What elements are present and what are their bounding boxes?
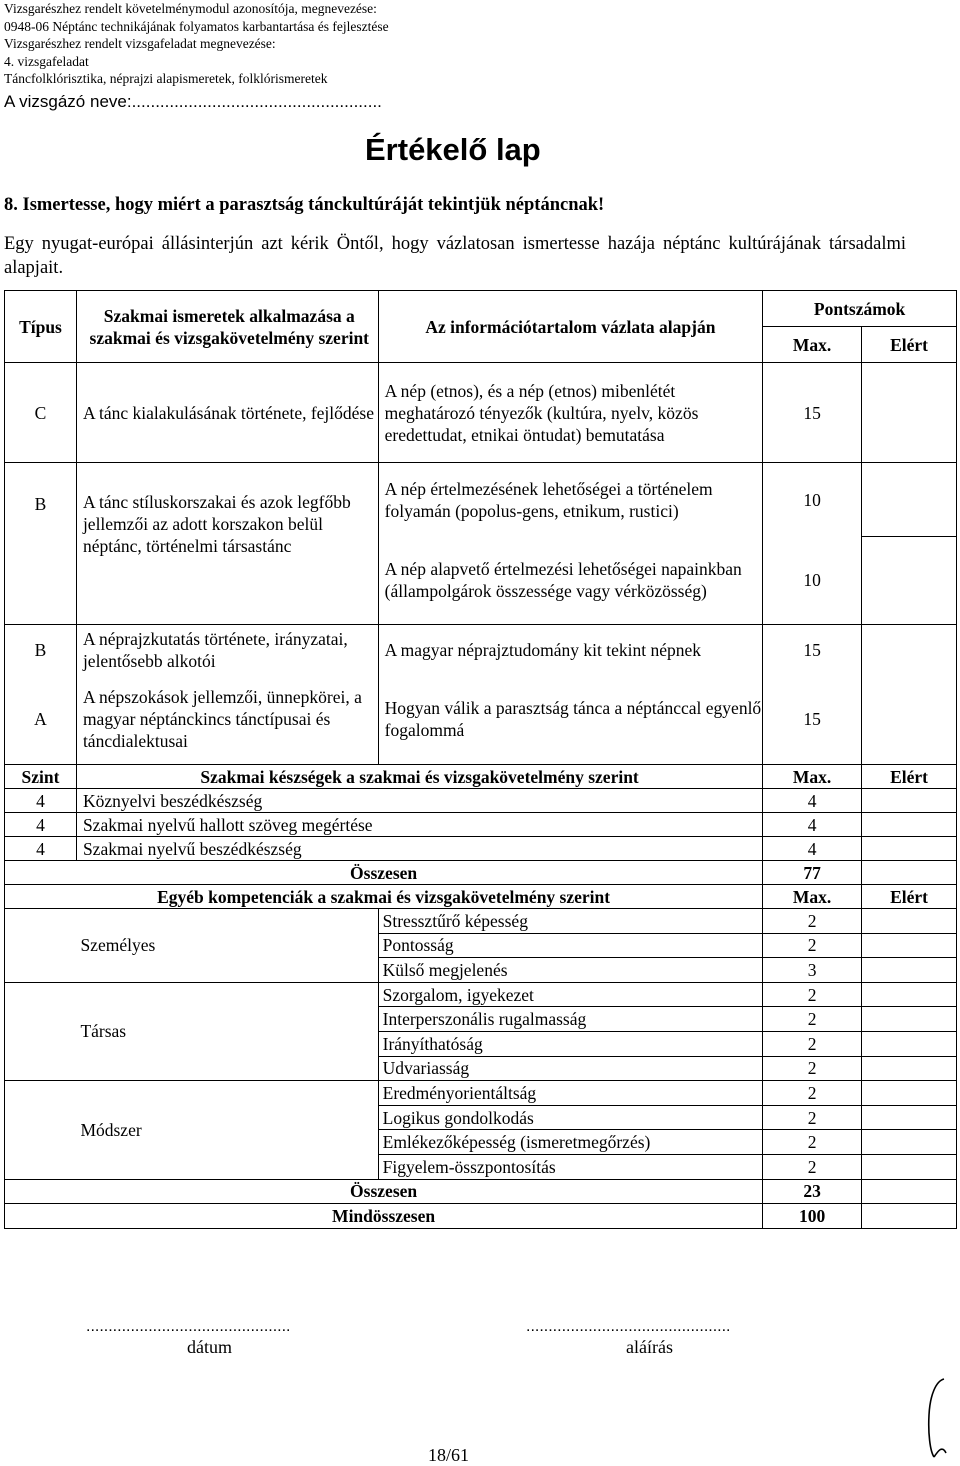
max-cell: 2	[763, 909, 862, 934]
competency-name: Udvariasság	[378, 1056, 763, 1081]
max-cell: 2	[763, 1130, 862, 1155]
col-header-info: Az információtartalom vázlata alapján	[378, 291, 763, 363]
skill-cell: A tánc stíluskorszakai és azok legfőbb jellemzői az adott korszakon belül néptánc, történelmi társastánc	[76, 463, 378, 625]
max-cell: 4	[763, 837, 862, 861]
elert-cell[interactable]	[862, 1179, 957, 1204]
candidate-name: A vizsgázó neve:.....................................................	[4, 92, 382, 111]
competency-name: Emlékezőképesség (ismeretmegőrzés)	[378, 1130, 763, 1155]
skill-name: Köznyelvi beszédkészség	[76, 789, 762, 813]
task-title: 8. Ismertesse, hogy miért a parasztság tánckultúráját tekintjük néptáncnak!	[4, 195, 605, 215]
elert-cell[interactable]	[862, 675, 957, 765]
max-cell: 15	[763, 675, 862, 765]
col-header-pontszamok: Pontszámok	[763, 291, 957, 327]
szint-cell: 4	[5, 813, 77, 837]
elert-cell[interactable]	[862, 958, 957, 983]
tipus-cell: C	[5, 363, 77, 463]
skill-name: Szakmai nyelvű hallott szöveg megértése	[76, 813, 762, 837]
max-cell: 2	[763, 1007, 862, 1032]
elert-cell[interactable]	[862, 537, 957, 625]
competencies-header: Egyéb kompetenciák a szakmai és vizsgakövetelmény szerint	[5, 885, 763, 909]
date-label: dátum	[187, 1337, 232, 1357]
max-cell: 2	[763, 1105, 862, 1130]
header-line: Táncfolklórisztika, néprajzi alapismeretek, folklórismeretek	[4, 71, 328, 86]
col-header-max: Max.	[763, 765, 862, 789]
evaluation-table	[4, 290, 957, 1229]
elert-cell[interactable]	[862, 1031, 957, 1056]
skills-header: Szakmai készségek a szakmai és vizsgakövetelmény szerint	[76, 765, 762, 789]
date-dots: ..............................................	[86, 1318, 291, 1335]
competency-name: Szorgalom, igyekezet	[378, 982, 763, 1007]
info-cell: A nép értelmezésének lehetőségei a történelem folyamán (popolus-gens, etnikum, rustici)	[378, 463, 763, 537]
col-header-elert: Elért	[862, 327, 957, 363]
info-cell: Hogyan válik a parasztság tánca a néptánccal egyenlő fogalommá	[378, 675, 763, 765]
max-cell: 4	[763, 789, 862, 813]
max-cell: 15	[763, 363, 862, 463]
elert-cell[interactable]	[862, 861, 957, 885]
tipus-cell: B	[5, 625, 77, 675]
elert-cell[interactable]	[862, 463, 957, 537]
max-cell: 2	[763, 982, 862, 1007]
competency-name: Stressztűrő képesség	[378, 909, 763, 934]
competency-name: Logikus gondolkodás	[378, 1105, 763, 1130]
header-line: Vizsgarészhez rendelt vizsgafeladat megnevezése:	[4, 36, 276, 51]
max-cell: 4	[763, 813, 862, 837]
elert-cell[interactable]	[862, 909, 957, 934]
col-header-max: Max.	[763, 885, 862, 909]
max-cell: 10	[763, 537, 862, 625]
elert-cell[interactable]	[862, 1154, 957, 1179]
elert-cell[interactable]	[862, 625, 957, 675]
max-cell: 2	[763, 933, 862, 958]
signature-mark-icon	[922, 1375, 952, 1460]
signature-dots: ..............................................	[526, 1318, 731, 1335]
info-cell: A nép (etnos), és a nép (etnos) mibenlétét meghatározó tényezők (kultúra, nyelv, közös eredettudat, etnikai öntudat) bemutatása	[378, 363, 763, 463]
competency-name: Pontosság	[378, 933, 763, 958]
col-header-max: Max.	[763, 327, 862, 363]
skill-cell: A néprajzkutatás története, irányzatai, jelentősebb alkotói	[76, 625, 378, 675]
signature-label: aláírás	[626, 1337, 673, 1357]
tipus-cell: A	[5, 675, 77, 765]
subtotal-label: Összesen	[5, 1179, 763, 1204]
tipus-cell: B	[5, 463, 77, 625]
elert-cell[interactable]	[862, 1007, 957, 1032]
max-cell: 15	[763, 625, 862, 675]
elert-cell[interactable]	[862, 1204, 957, 1229]
elert-cell[interactable]	[862, 982, 957, 1007]
elert-cell[interactable]	[862, 837, 957, 861]
subtotal-label: Összesen	[5, 861, 763, 885]
info-cell: A magyar néprajztudomány kit tekint népnek	[378, 625, 763, 675]
task-intro: Egy nyugat-európai állásinterjún azt kérik Öntől, hogy vázlatosan ismertesse hazája néptánc kultúrájának társadalmi alapjait.	[4, 234, 906, 278]
group-label-tarsas: Társas	[76, 982, 378, 1080]
header-line: 0948-06 Néptánc technikájának folyamatos karbantartása és fejlesztése	[4, 18, 389, 34]
competency-name: Interperszonális rugalmasság	[378, 1007, 763, 1032]
competency-name: Figyelem-összpontosítás	[378, 1154, 763, 1179]
col-header-elert: Elért	[862, 765, 957, 789]
max-cell: 2	[763, 1031, 862, 1056]
header-line: 4. vizsgafeladat	[4, 53, 89, 69]
elert-cell[interactable]	[862, 1130, 957, 1155]
competency-name: Eredményorientáltság	[378, 1081, 763, 1106]
col-header-elert: Elért	[862, 885, 957, 909]
col-header-szint: Szint	[5, 765, 77, 789]
group-label-modszer: Módszer	[76, 1081, 378, 1179]
elert-cell[interactable]	[862, 933, 957, 958]
elert-cell[interactable]	[862, 363, 957, 463]
competency-name: Irányíthatóság	[378, 1031, 763, 1056]
max-cell: 10	[763, 463, 862, 537]
subtotal-value: 77	[763, 861, 862, 885]
competency-name: Külső megjelenés	[378, 958, 763, 983]
max-cell: 2	[763, 1056, 862, 1081]
szint-cell: 4	[5, 789, 77, 813]
elert-cell[interactable]	[862, 1105, 957, 1130]
page-title: Értékelő lap	[365, 132, 541, 167]
max-cell: 2	[763, 1081, 862, 1106]
max-cell: 2	[763, 1154, 862, 1179]
elert-cell[interactable]	[862, 1056, 957, 1081]
szint-cell: 4	[5, 837, 77, 861]
elert-cell[interactable]	[862, 789, 957, 813]
skill-name: Szakmai nyelvű beszédkészség	[76, 837, 762, 861]
group-label-szemelyes: Személyes	[76, 909, 378, 983]
skill-cell: A népszokások jellemzői, ünnepkörei, a magyar néptánckincs tánctípusai és táncdialektusai	[76, 675, 378, 765]
grand-total-label: Mindösszesen	[5, 1204, 763, 1229]
skill-cell: A tánc kialakulásának története, fejlődése	[76, 363, 378, 463]
col-header-szakmai: Szakmai ismeretek alkalmazása a szakmai és vizsgakövetelmény szerint	[76, 291, 378, 363]
max-cell: 3	[763, 958, 862, 983]
elert-cell[interactable]	[862, 1081, 957, 1106]
document-header	[4, 0, 389, 88]
subtotal-value: 23	[763, 1179, 862, 1204]
col-header-tipus: Típus	[5, 291, 77, 363]
elert-cell[interactable]	[862, 813, 957, 837]
header-line: Vizsgarészhez rendelt követelménymodul azonosítója, megnevezése:	[4, 1, 377, 16]
info-cell: A nép alapvető értelmezési lehetőségei napainkban (állampolgárok összessége vagy vérközösség)	[378, 537, 763, 625]
grand-total-value: 100	[763, 1204, 862, 1229]
page-number: 18/61	[428, 1445, 470, 1465]
